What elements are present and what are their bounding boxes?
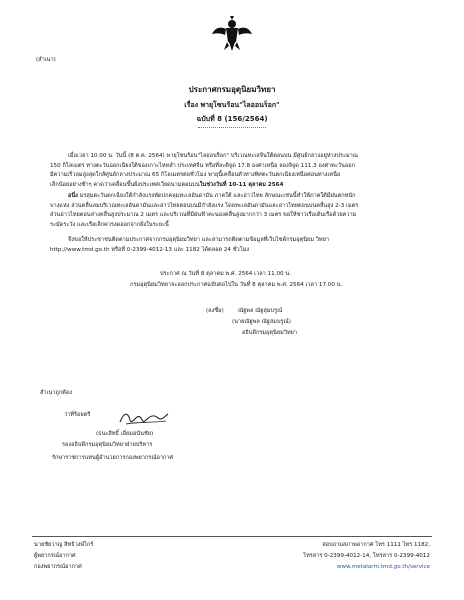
body-text: มรสุมตะวันตกเฉียงใต้กำลังแรงพัดปกคลุมทะเลอันดามัน ภาคใต้ และอ่าวไทย ลักษณะเช่นนี้ทำให้ภาคใต้มีฝนตกหนัก [77,193,356,199]
handwritten-signature-icon [118,408,170,428]
body-line [50,181,422,191]
certifier-acting-title: รักษาราชการแทนผู้อำนวยการกองพยากรณ์อากาศ [52,455,174,461]
footer-officer-role: ผู้พยากรณ์อากาศ [34,553,76,559]
issue-number: ฉบับที่ 8 (156/2564) [196,115,268,123]
garuda-emblem-icon [212,16,252,52]
true-copy-label: สำเนาถูกต้อง [40,390,72,396]
body-line: ส่วนอ่าวไทยตอนล่างคลื่นสูงประมาณ 2 เมตร และบริเวณที่มีฝนฟ้าคะนองคลื่นสูงมากกว่า 3 เมตร ขอให้ชาวเรือเดินเรือด้วยความ [50,212,357,219]
footer-divider [32,536,432,537]
footer-department: กองพยากรณ์อากาศ [34,564,82,570]
body-line: บางแห่ง ส่วนคลื่นลมบริเวณทะเลอันดามันและอ่าวไทยตอนบนมีกำลังแรง โดยทะเลอันดามันและอ่าวไทยตอนบนคลื่นสูง 2-3 เมตร [50,202,359,209]
title-divider [198,127,266,128]
body-text: เล็กน้อยอย่างช้าๆ คาดว่าเคลื่อนขึ้นฝั่งประเทศเวียดนามตอนบน [50,181,200,188]
body-line: มีความเร็วลมสูงสุดใกล้ศูนย์กลางประมาณ 65 กิโลเมตรต่อชั่วโมง พายุนี้เคลื่อนตัวทางทิศตะวันตกเฉียงเหนือค่อนทางเหนือ [50,172,341,179]
signer-position: อธิบดีกรมอุตุนิยมวิทยา [242,330,298,336]
body-paragraph-2 [50,192,422,230]
printed-name: (นายณัฐพล ณัฐสมบรูณ์) [232,319,291,325]
body-line: เมื่อเวลา 10.00 น. วันนี้ (8 ต.ค. 2564) พายุโซนร้อน"ไลออนร็อก" บริเวณทะเลจีนใต้ตอนบน มีศูนย์กลางอยู่ห่างประมาณ [68,153,358,159]
footer-officer: นายชัยวาญ สิทธิวงษ์ไกร์ [34,542,94,548]
copy-label: (สำเนา) [36,57,56,63]
signed-name: ณัฐพล ณัฐสุมบรูณ์ [238,308,283,314]
body-paragraph-1 [50,152,422,190]
certifier-title: รองอธิบดีกรมอุตุนิยมวิทยาฝ่ายบริหาร [62,442,153,448]
body-line: ระมัดระวัง และเรือเล็กควรงดออกจากฝั่งในระยะนี้ [50,221,169,228]
subject-title: เรื่อง พายุโซนร้อน"ไลออนร็อก" [184,101,280,109]
body-line [50,192,422,202]
certifier-name: (ธนะสิทธิ์ เอี่ยมอนันชัย) [96,431,154,437]
body-paragraph-3 [50,236,422,255]
body-line: http://www.tmd.go.th หรือที่ 0-2399-4012-13 และ 1182 ได้ตลอด 24 ชั่วโมง [50,246,250,253]
note-lead: อนึ่ง [68,193,78,199]
landfall-date: ในช่วงวันที่ 10-11 ตุลาคม 2564 [199,181,284,188]
footer-contact-phone: สอบถามสภาพอากาศ โทร 1111 ไทร 1182, [322,542,430,548]
rank-label: ว่าที่ร้อยตรี [64,412,91,418]
agency-title: ประกาศกรมอุตุนิยมวิทยา [188,85,276,94]
body-line: จึงขอให้ประชาชนติดตามประกาศจากกรมอุตุนิยมวิทยา และสามารถติดตามข้อมูลที่เว็บไซต์กรมอุตุนิยม วิทยา [68,237,330,243]
next-announcement: กรมอุตุนิยมวิทยาจะออกประกาศฉบับต่อไปใน วันที่ 8 ตุลาคม พ.ศ. 2564 เวลา 17.00 น. [130,282,343,288]
body-line: 150 กิโลเมตร ทางตะวันออกเฉียงใต้ของเกาะไหหลำ ประเทศจีน หรือที่ละติจูด 17.8 องศาเหนือ ลองจิจูด 111.3 องศาตะวันออก [50,162,355,169]
footer-website-link[interactable]: www.metalarm.tmd.go.th/service [336,564,430,570]
announce-date: ประกาศ ณ วันที่ 8 ตุลาคม พ.ศ. 2564 เวลา 11.00 น. [160,271,291,277]
signed-prefix: (ลงชื่อ) [206,308,224,314]
footer-contact-fax: โทรสาร 0-2399-4012-14, โทรสาร 0-2399-4012 [303,553,430,559]
